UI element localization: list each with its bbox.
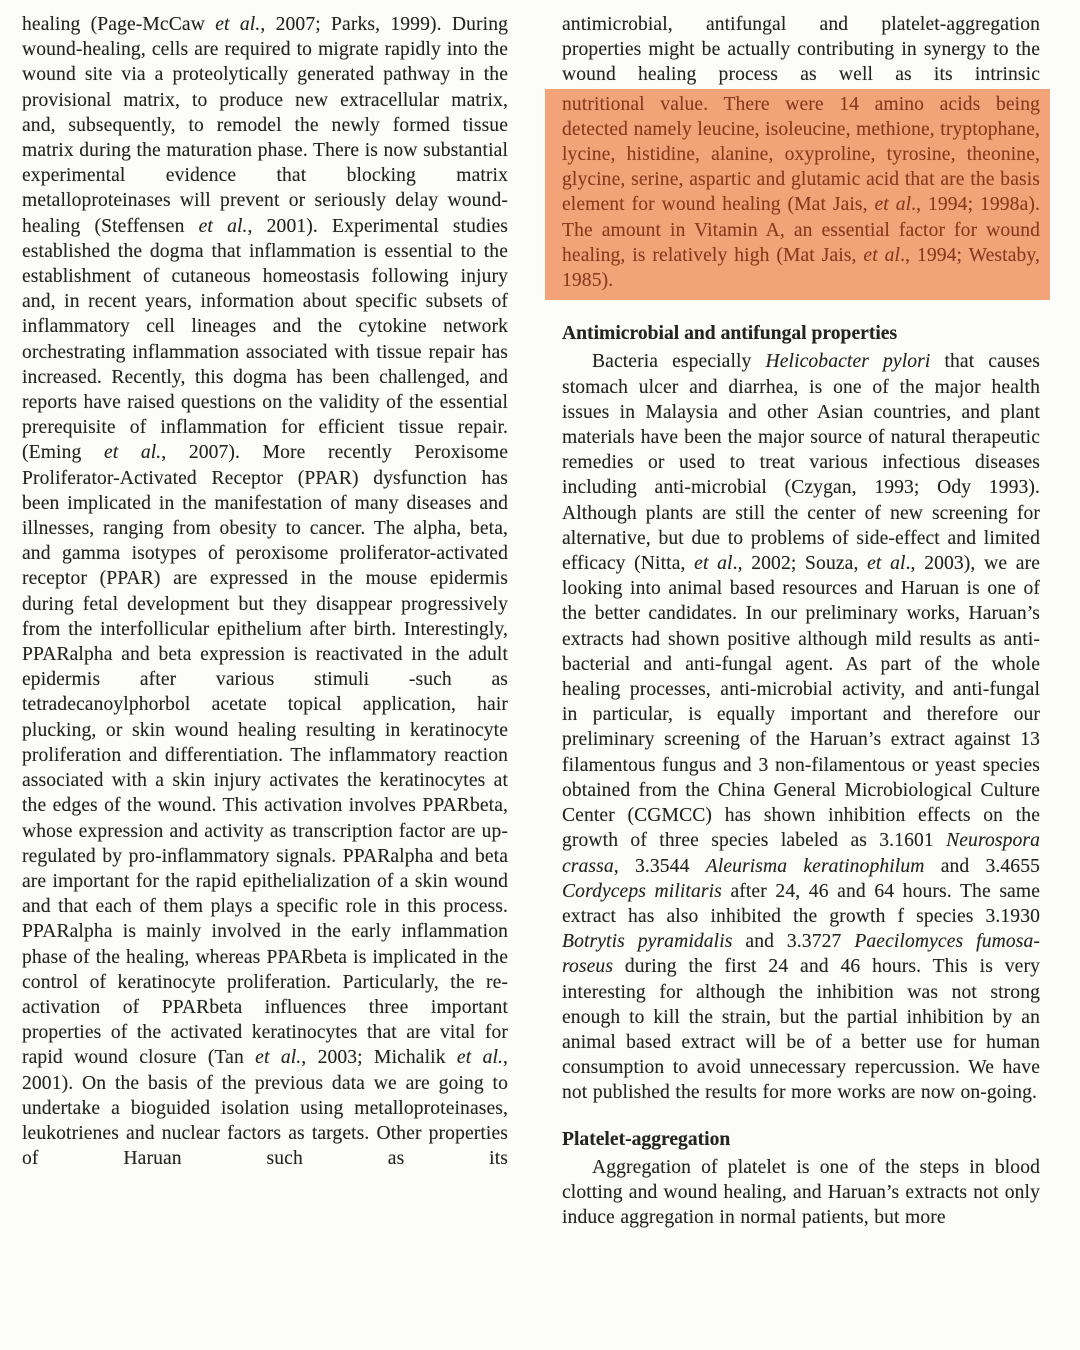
text-run: and 3.4655 (924, 855, 1041, 877)
text-run: ., 2003), we are looking into animal based resources and Haruan is one of the better candidates. In our preliminary works, Haruan’s extracts had shown positive although mild results as anti-bacterial and anti-fungal agent. As part of the whole healing processes, anti-microbial activity, and anti-fungal in particular, is equally important and therefore our preliminary screening of the Haruan’s extract against 13 filamentous fungus and 3 non-filamentous or yeast species obtained from the China General Microbiological Culture Center (CGMCC) has shown inhibition effects on the growth of three species labeled as 3.1601 (562, 553, 1041, 852)
text-run: antimicrobial, antifungal and platelet-aggregation properties might be actually contributing in synergy to the wound healing process as well as its intrinsic (562, 14, 1040, 86)
left-column (22, 12, 508, 1350)
italic-text-run: et al (694, 553, 733, 575)
text-run: Aggregation of platelet is one of the steps in blood clotting and wound healing, and Haruan’s extracts not only induce aggregation in normal patients, but more (562, 1156, 1040, 1229)
italic-text-run: et al. (215, 14, 261, 35)
text-run: healing (Page-McCaw (22, 14, 216, 35)
text-run: ., 1994; 1998a). The amount in Vitamin A, an essential factor for wound healing, is relatively high (Mat Jais, (562, 194, 1040, 266)
highlighted-passage (545, 89, 1050, 301)
text-run: during the first 24 and 46 hours. This is very interesting for although the inhibition was not strong enough to kill the strain, but the partial inhibition by an animal based extract will be of a better use for human consumption to avoid unnecessary repercussion. We have not published the results for more works are now on-going. (562, 956, 1040, 1104)
italic-text-run: Cordyceps militaris (562, 880, 722, 902)
right-intro-paragraph (562, 12, 1040, 88)
left-column-paragraph (22, 12, 508, 1171)
italic-text-run: et al. (456, 1047, 504, 1069)
text-run: , 2003; Michalik (301, 1047, 457, 1069)
italic-text-run: et al (863, 244, 901, 266)
text-run: Bacteria especially (592, 351, 766, 373)
text-run: , 2001). On the basis of the previous data we are going to undertake a bioguided isolation using metalloproteinases, leukotrienes and nuclear factors as targets. Other properties of Haruan such as its (22, 1047, 509, 1170)
antimicrobial-paragraph (562, 349, 1040, 1105)
italic-text-run: Helicobacter pylori (765, 351, 931, 373)
italic-text-run: et al (874, 194, 912, 216)
text-run: , 2007). More recently Peroxisome Proliferator-Activated Receptor (PPAR) dysfunction has been implicated in the manifestation of many diseases and illnesses, ranging from obesity to cancer. The alpha, beta, and gamma isotypes of peroxisome proliferator-activated receptor (PPAR) are expressed in the mouse epidermis during fetal development but they disappear progressively from the interfollicular epithelium after birth. Interestingly, PPARalpha and beta expression is reactivated in the adult epidermis after various stimuli -such as tetradecanoylphorbol acetate topical application, hair plucking, or skin wound healing resulting in keratinocyte proliferation and differentiation. The inflammatory reaction associated with a skin injury activates the keratinocytes at the edges of the wound. This activation involves PPARbeta, whose expression and activity as transcription factor are up-regulated by pro-inflammatory signals. PPARalpha and beta are important for the rapid epithelialization of a skin wound and that each of them plays a specific role in this process. PPARalpha is mainly involved in the early inflammation phase of the healing, whereas PPARbeta is implicated in the control of keratinocyte proliferation. Particularly, the re-activation of PPARbeta influences three important properties of the activated keratinocytes that are vital for rapid wound closure (Tan (22, 442, 508, 1069)
text-run: nutritional value. There were 14 amino acids being detected namely leucine, isoleucine, methione, tryptophane, lycine, histidine, alanine, oxyproline, tyrosine, theonine, glycine, serine, aspartic and glutamic acid that are the basis element for wound healing (Mat Jais, (562, 93, 1040, 216)
platelet-paragraph (562, 1155, 1040, 1231)
italic-text-run: et al (867, 553, 906, 575)
text-run: that causes stomach ulcer and diarrhea, is one of the major health issues in Malaysia and other Asian countries, and plant materials have been the major source of natural therapeutic remedies or used to treat various infectious diseases including anti-microbial (Czygan, 1993; Ody 1993). Although plants are still the center of new screening for alternative, but due to problems of side-effect and limited efficacy (Nitta, (562, 351, 1041, 575)
italic-text-run: et al. (198, 215, 248, 237)
italic-text-run: Botrytis pyramidalis (562, 931, 733, 953)
italic-text-run: Neurospora crassa (562, 830, 1040, 877)
section-heading-antimicrobial: Antimicrobial and antifungal properties (562, 323, 898, 345)
text-run: ., 2002; Souza, (732, 553, 868, 575)
italic-text-run: et al. (255, 1047, 302, 1069)
text-run: , 2007; Parks, 1999). During wound-healing, cells are required to migrate rapidly into the wound site via a proteolytically generated pathway in the provisional matrix, to produce new extracellular matrix, and, subsequently, to remodel the newly formed tissue matrix during the maturation phase. There is now substantial experimental evidence that blocking matrix metalloproteinases will prevent or seriously delay wound-healing (Steffensen (22, 14, 509, 237)
text-run: , 3.3544 (613, 855, 706, 877)
right-column (562, 12, 1040, 1350)
text-run: after 24, 46 and 64 hours. The same extract has also inhibited the growth f species 3.1930 (562, 880, 1040, 927)
italic-text-run: Paecilomyces fumosa-roseus (562, 931, 1040, 978)
text-run: , 2001). Experimental studies established the dogma that inflammation is essential to the establishment of cutaneous homeostasis following injury and, in recent years, information about specific subsets of inflammatory cell lineages and the cytokine network orchestrating inflammation associated with tissue repair has increased. Recently, this dogma has been challenged, and reports have raised questions on the validity of the essential prerequisite of inflammation for efficient tissue repair. (Eming (22, 215, 509, 464)
italic-text-run: et al. (103, 442, 162, 464)
text-run: and 3.3727 (732, 931, 855, 953)
highlight-paragraph (562, 92, 1040, 294)
italic-text-run: Aleurisma keratinophilum (705, 855, 925, 877)
section-heading-platelet: Platelet-aggregation (562, 1128, 731, 1150)
text-run: ., 1994; Westaby, 1985). (562, 244, 1041, 292)
